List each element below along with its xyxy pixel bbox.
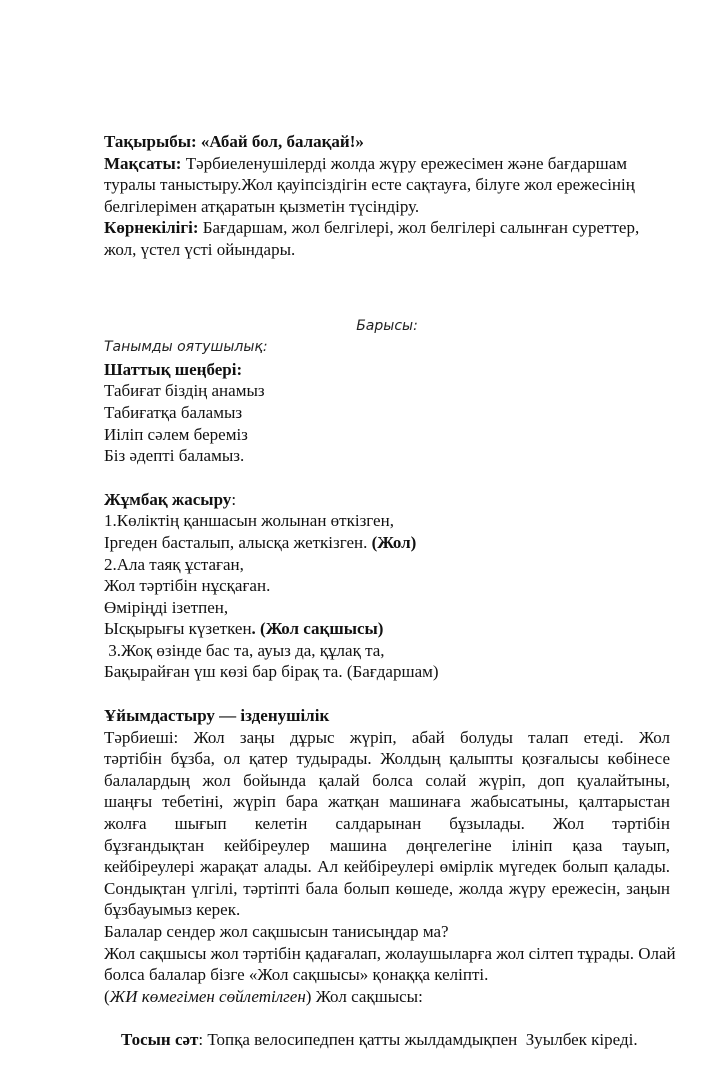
paragraph-line: бұзбауымыз керек. <box>104 900 241 920</box>
visuals-label: Көрнекілігі: <box>104 218 199 238</box>
goal-label: Мақсаты: <box>104 153 182 173</box>
goal-line-2: туралы таныстыру.Жол қауіпсіздігін есте сақтауға, білуге жол ережесінің <box>104 175 635 195</box>
riddle-answer: (Жол) <box>371 532 417 552</box>
riddle-line: 3.Жоқ өзінде бас та, ауыз да, құлақ та, <box>104 640 385 660</box>
circle-line: Табиғат біздің анамыз <box>104 381 265 401</box>
guard-line: болса балалар бізге «Жол сақшысы» қонаққа келіпті. <box>104 965 489 985</box>
visuals-line-1: Көрнекілігі: Бағдаршам, жол белгілері, жол белгілері салынған суреттер, <box>104 218 640 238</box>
paragraph-line: тәртібін бұзба, ол қатер тудырады. Жолдың қалыпты қозғалысы көбінесе <box>104 749 670 769</box>
goal-line-3: белгілерімен атқаратын қызметін түсіндіру. <box>104 196 420 216</box>
riddle-line: Бақырайған үш көзі бар бірақ та. (Бағдаршам) <box>104 662 439 682</box>
topic-label: Тақырыбы: <box>104 132 197 151</box>
progress-heading: Барысы: <box>356 317 418 334</box>
guard-line: Жол сақшысы жол тәртібін қадағалап, жолаушыларға жол сілтеп тұрады. Олай <box>104 943 676 963</box>
goal-line-1: Мақсаты: Тәрбиеленушілерді жолда жүру ережесімен және бағдаршам <box>104 153 628 173</box>
paragraph-line: кейбіреулері жарақат алады. Ал кейбіреулері өмірлік мүгедек болып қалады. <box>104 857 670 877</box>
question-line: Балалар сендер жол сақшысын танисыңдар ма? <box>104 922 449 941</box>
paragraph-line: балалардың жол бойында қалай болса солай жүріп, доп қуалайтыны, <box>104 770 670 790</box>
paragraph-line: жолға шығып келетін салдарынан бұзылады. Жол тәртібін <box>104 814 670 834</box>
circle-title: Шаттық шеңбері: <box>104 359 243 379</box>
ai-note: ЖИ көмегімен сөйлетілген <box>109 986 306 1006</box>
paragraph-line: Сондықтан үлгілі, тәртіпті бала болып көшеде, жолда жүру ережесін, заңын <box>104 878 670 898</box>
riddle-line: Өміріңді ізетпен, <box>104 597 229 617</box>
riddle-line: 2.Ала таяқ ұстаған, <box>104 554 244 574</box>
circle-line: Біз әдепті баламыз. <box>104 446 245 466</box>
ai-note-line: (ЖИ көмегімен сөйлетілген) Жол сақшысы: <box>104 986 423 1006</box>
riddle-line: Іргеден басталып, алысқа жеткізген. (Жол) <box>104 532 417 552</box>
surprise-line: Тосын сәт: Топқа велосипедпен қатты жылдамдықпен Зуылбек кіреді. <box>121 1029 638 1049</box>
surprise-label: Тосын сәт <box>121 1029 199 1049</box>
progress-subheading: Танымды оятушылық: <box>104 339 268 356</box>
spacer <box>104 467 670 489</box>
riddle-line: Жол тәртібін нұсқаған. <box>104 576 271 596</box>
paragraph-line: Тәрбиеші: Жол заңы дұрыс жүріп, абай болуды талап етеді. Жол <box>104 727 670 747</box>
document-page <box>104 131 676 1072</box>
riddle-line: 1.Көліктің қаншасын жолынан өткізген, <box>104 511 394 531</box>
spacer <box>104 261 670 316</box>
riddles-title: Жұмбақ жасыру: <box>104 489 237 509</box>
riddle-line: Ысқырығы күзеткен. (Жол сақшысы) <box>104 619 384 639</box>
riddle-answer: . (Жол сақшысы) <box>251 619 384 639</box>
circle-line: Иіліп сәлем береміз <box>104 424 248 444</box>
topic-value: «Абай бол, балақай!» <box>200 132 364 151</box>
paragraph-line: бұзғандықтан кейбіреулер машина дөңгелегіне ілініп қаза тауып, <box>104 835 670 855</box>
visuals-line-2: жол, үстел үсті ойындары. <box>104 239 296 259</box>
topic-line <box>104 131 670 153</box>
organization-title: Ұйымдастыру — ізденушілік <box>104 706 330 726</box>
spacer <box>104 683 670 705</box>
paragraph-line: шаңғы тебетіні, жүріп бара жатқан машинаға жабысатыны, қалтарыстан <box>104 792 670 812</box>
circle-line: Табиғатқа баламыз <box>104 402 243 422</box>
